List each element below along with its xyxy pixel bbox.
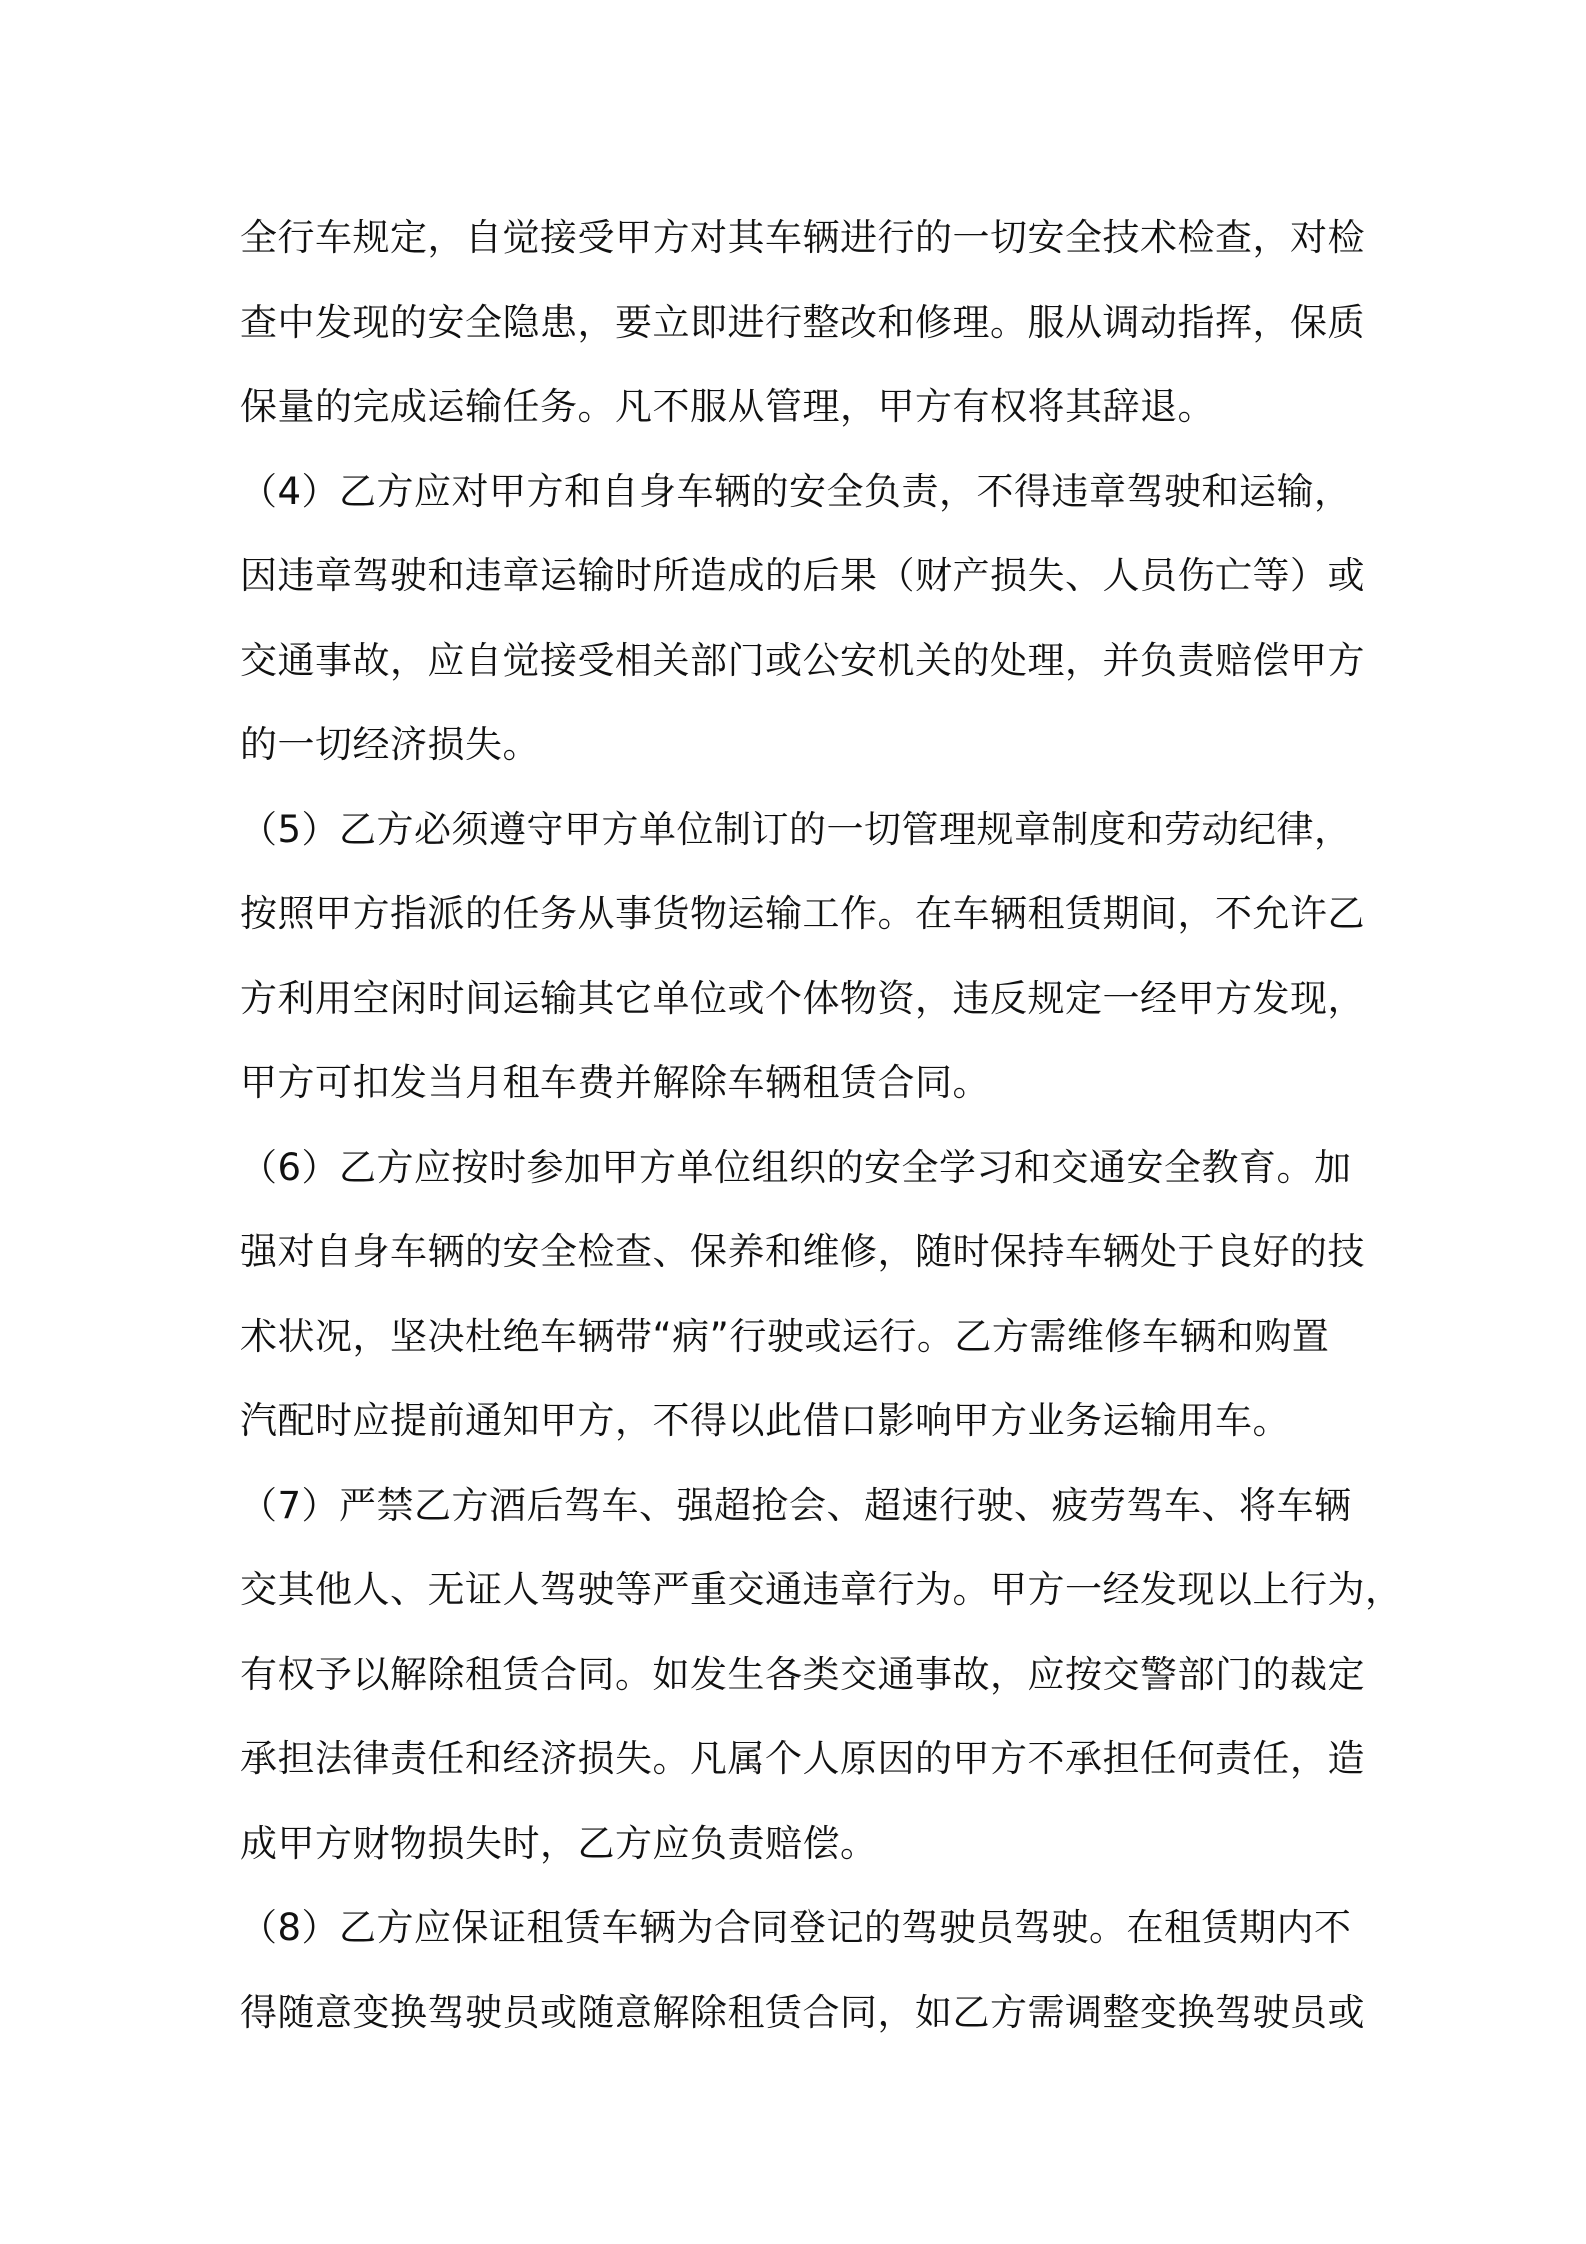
clause-6-line: （6）乙方应按时参加甲方单位组织的安全学习和交通安全教育。加 bbox=[240, 1145, 1352, 1189]
text-line: 甲方可扣发当月租车费并解除车辆租赁合同。 bbox=[240, 1061, 990, 1104]
clause-7-line: （7）严禁乙方酒后驾车、强超抢会、超速行驶、疲劳驾车、将车辆 bbox=[240, 1483, 1352, 1527]
text-line: 有权予以解除租赁合同。如发生各类交通事故，应按交警部门的裁定 bbox=[240, 1652, 1365, 1696]
text-line: 查中发现的安全隐患，要立即进行整改和修理。服从调动指挥，保质 bbox=[240, 300, 1365, 344]
text-line: 全行车规定，自觉接受甲方对其车辆进行的一切安全技术检查，对检 bbox=[240, 216, 1365, 259]
text-line: 强对自身车辆的安全检查、保养和维修，随时保持车辆处于良好的技 bbox=[240, 1230, 1365, 1273]
text-line: 保量的完成运输任务。凡不服从管理，甲方有权将其辞退。 bbox=[240, 385, 1215, 428]
text-line: 汽配时应提前通知甲方，不得以此借口影响甲方业务运输用车。 bbox=[240, 1399, 1290, 1442]
text-line: 因违章驾驶和违章运输时所造成的后果（财产损失、人员伤亡等）或 bbox=[240, 554, 1365, 597]
text-line: 的一切经济损失。 bbox=[240, 723, 540, 766]
text-line: 方利用空闲时间运输其它单位或个体物资，违反规定一经甲方发现， bbox=[240, 976, 1365, 1020]
text-line: 成甲方财物损失时，乙方应负责赔偿。 bbox=[240, 1821, 878, 1865]
document-body bbox=[240, 196, 1403, 2055]
text-line: 术状况，坚决杜绝车辆带“病”行驶或运行。乙方需维修车辆和购置 bbox=[240, 1314, 1330, 1358]
text-line: 交通事故，应自觉接受相关部门或公安机关的处理，并负责赔偿甲方 bbox=[240, 638, 1365, 682]
clause-4-line: （4）乙方应对甲方和自身车辆的安全负责，不得违章驾驶和运输， bbox=[240, 469, 1352, 513]
text-line: 得随意变换驾驶员或随意解除租赁合同，如乙方需调整变换驾驶员或 bbox=[240, 1990, 1365, 2034]
text-line: 按照甲方指派的任务从事货物运输工作。在车辆租赁期间，不允许乙 bbox=[240, 892, 1365, 935]
text-line: 承担法律责任和经济损失。凡属个人原因的甲方不承担任何责任，造 bbox=[240, 1737, 1365, 1780]
text-line: 交其他人、无证人驾驶等严重交通违章行为。甲方一经发现以上行为， bbox=[240, 1568, 1403, 1611]
clause-5-line: （5）乙方必须遵守甲方单位制订的一切管理规章制度和劳动纪律， bbox=[240, 807, 1352, 851]
clause-8-line: （8）乙方应保证租赁车辆为合同登记的驾驶员驾驶。在租赁期内不 bbox=[240, 1906, 1352, 1949]
